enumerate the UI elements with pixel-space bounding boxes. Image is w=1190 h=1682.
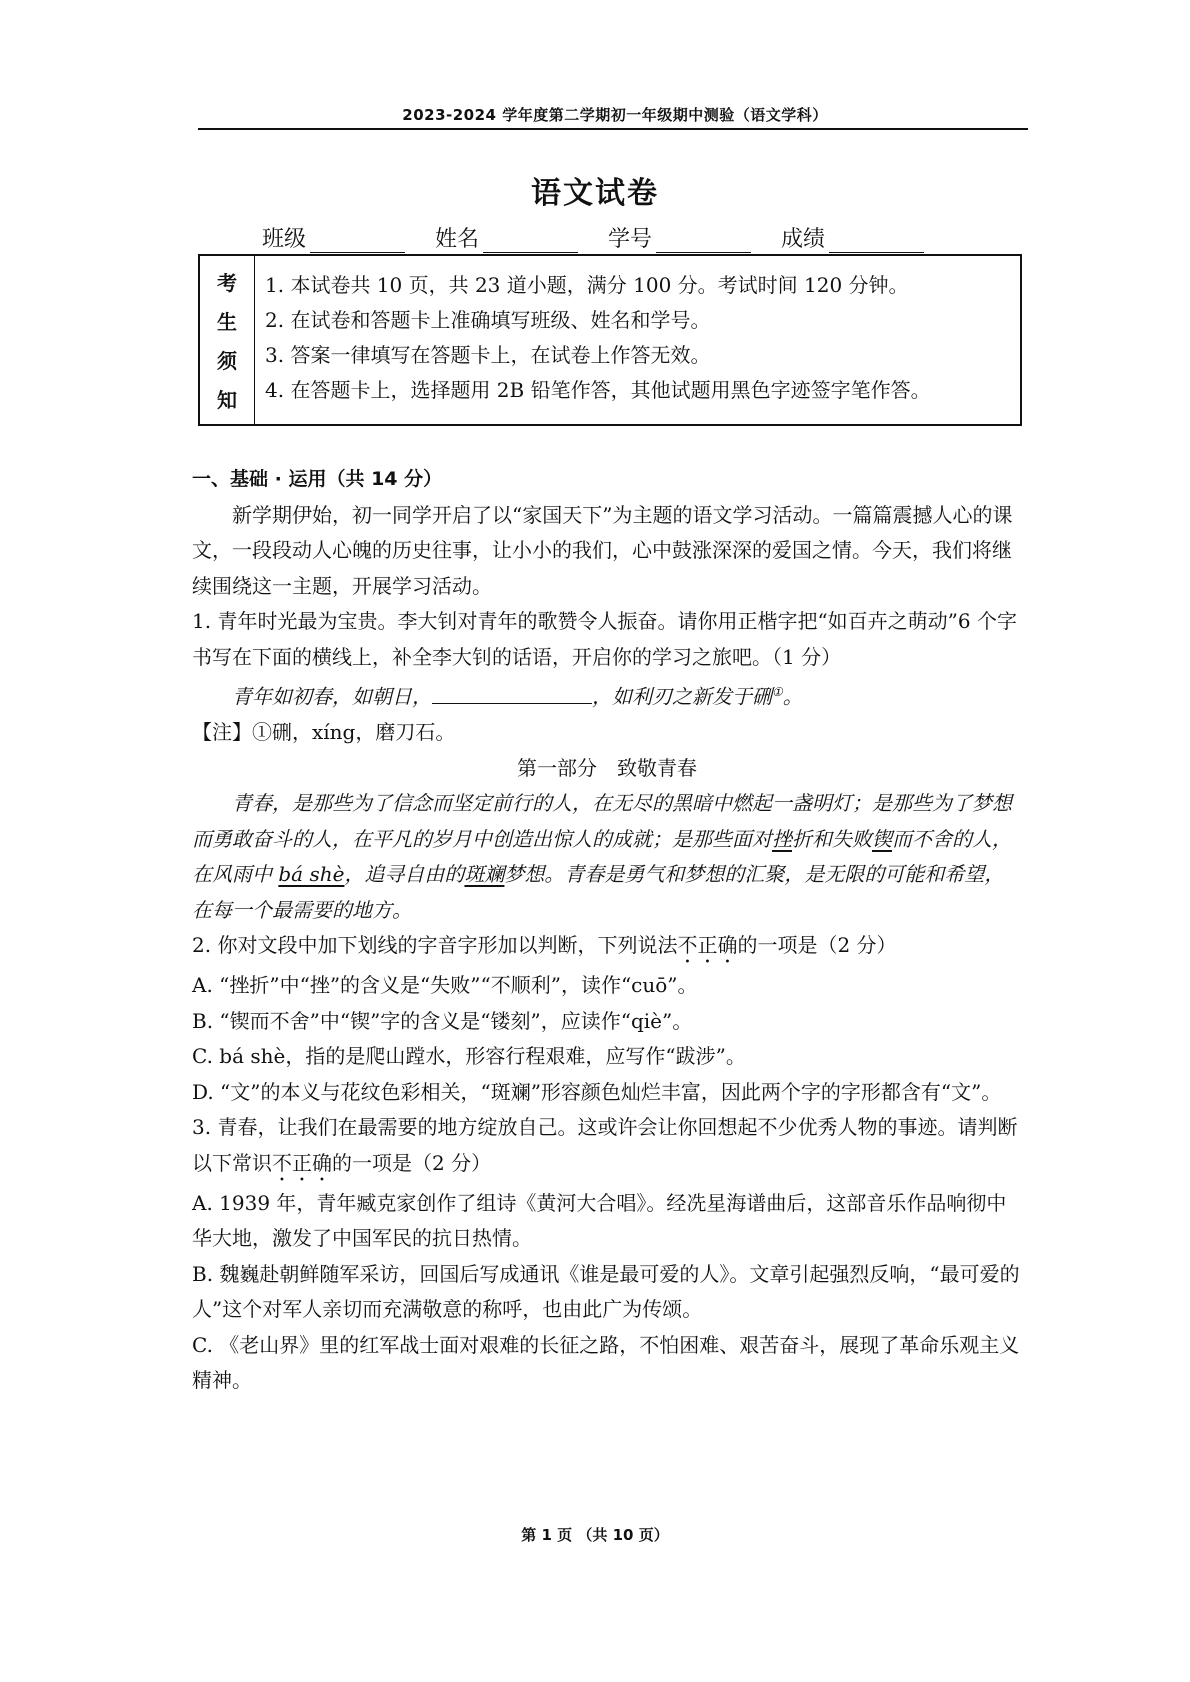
question-1-quote: 青年如初春，如朝日， ，如利刃之新发于硎①。 — [192, 675, 1022, 715]
question-3-option-b: B. 魏巍赴朝鲜随军采访，回国后写成通讯《谁是最可爱的人》。文章引起强烈反响，“最可爱的人”这个对军人亲切而充满敬意的称呼，也由此广为传颂。 — [192, 1261, 1020, 1322]
question-2-option-a: A. “挫折”中“挫”的含义是“失败”“不顺利”，读作“cuō”。 — [192, 973, 698, 998]
class-field: 班级 — [262, 222, 405, 253]
question-2-option-d: D. “文”的本义与花纹色彩相关，“斑斓”形容颜色灿烂丰富，因此两个字的字形都含有“文”。 — [192, 1079, 1002, 1104]
question-2-option-b: B. “锲而不舍”中“锲”字的含义是“镂刻”，应读作“qiè”。 — [192, 1008, 693, 1033]
notice-items — [255, 256, 1020, 424]
exam-notice-box — [198, 254, 1022, 426]
underlined-word: bá shè — [278, 862, 345, 887]
question-1-stem: 1. 青年时光最为宝贵。李大钊对青年的歌赞令人振奋。请你用正楷字把“如百卉之萌动”6 个字书写在下面的横线上，补全李大钊的话语，开启你的学习之旅吧。（1 分） — [192, 609, 1017, 669]
notice-item: 3. 答案一律填写在答题卡上，在试卷上作答无效。 — [265, 343, 711, 367]
exam-title: 语文试卷 — [531, 176, 659, 211]
class-blank — [310, 230, 405, 253]
student-id-field: 学号 — [608, 222, 751, 253]
underlined-word: 锲 — [872, 826, 892, 851]
part-title: 第一部分 致敬青春 — [517, 755, 697, 780]
question-3-option-c: C. 《老山界》里的红军战士面对艰难的长征之路，不怕困难、艰苦奋斗，展现了革命乐观主义精神。 — [192, 1332, 1020, 1393]
notice-item: 1. 本试卷共 10 页，共 23 道小题，满分 100 分。考试时间 120 分钟。 — [265, 273, 909, 297]
question-3-stem: 3. 青春，让我们在最需要的地方绽放自己。这或许会让你回想起不少优秀人物的事迹。请判断以下常识不正确的一项是（2 分） — [192, 1115, 1018, 1175]
name-blank — [483, 230, 578, 253]
student-info-line — [262, 222, 1002, 253]
name-field: 姓名 — [435, 222, 578, 253]
question-2-option-c: C. bá shè，指的是爬山蹚水，形容行程艰难，应写作“跋涉”。 — [192, 1044, 746, 1069]
notice-label: 考 生 须 知 — [200, 256, 255, 424]
running-header: 2023-2024 学年度第二学期初一年级期中测验（语文学科） — [402, 106, 828, 124]
score-field: 成绩 — [781, 222, 924, 253]
underlined-word: 斑斓 — [464, 862, 505, 887]
score-blank — [829, 230, 924, 253]
section-intro: 新学期伊始，初一同学开启了以“家国天下”为主题的语文学习活动。一篇篇震撼人心的课文，一段段动人心魄的历史往事，让小小的我们，心中鼓涨深深的爱国之情。今天，我们将继续围绕这一主题，开展学习活动。 — [192, 502, 1013, 598]
exam-content — [192, 462, 1022, 1399]
header-rule — [198, 128, 1028, 130]
section-heading: 一、基础 · 运用（共 14 分） — [192, 468, 443, 490]
question-3-option-a: A. 1939 年，青年臧克家创作了组诗《黄河大合唱》。经冼星海谱曲后，这部音乐作品响彻中华大地，激发了中国军民的抗日热情。 — [192, 1190, 1007, 1251]
passage-youth: 青春，是那些为了信念而坚定前行的人，在无尽的黑暗中燃起一盏明灯；是那些为了梦想而勇敢奋斗的人，在平凡的岁月中创造出惊人的成就；是那些面对挫折和失败锲而不舍的人，在风雨中 bá shè，追寻自由的斑斓梦想。青春是勇气和梦想的汇聚，是无限的可能和希望，在每一个最需要的地方。 — [192, 791, 1012, 922]
student-id-blank — [656, 230, 751, 253]
question-2-stem: 2. 你对文段中加下划线的字音字形加以判断，下列说法不正确的一项是（2 分） — [192, 933, 897, 958]
answer-blank — [432, 681, 592, 704]
notice-item: 2. 在试卷和答题卡上准确填写班级、姓名和学号。 — [265, 308, 711, 332]
notice-item: 4. 在答题卡上，选择题用 2B 铅笔作答，其他试题用黑色字迹签字笔作答。 — [265, 378, 931, 402]
underlined-word: 挫 — [772, 826, 792, 851]
page-footer: 第 1 页 （共 10 页） — [521, 1526, 669, 1544]
question-1-note: 【注】①硎，xíng，磨刀石。 — [192, 720, 456, 745]
